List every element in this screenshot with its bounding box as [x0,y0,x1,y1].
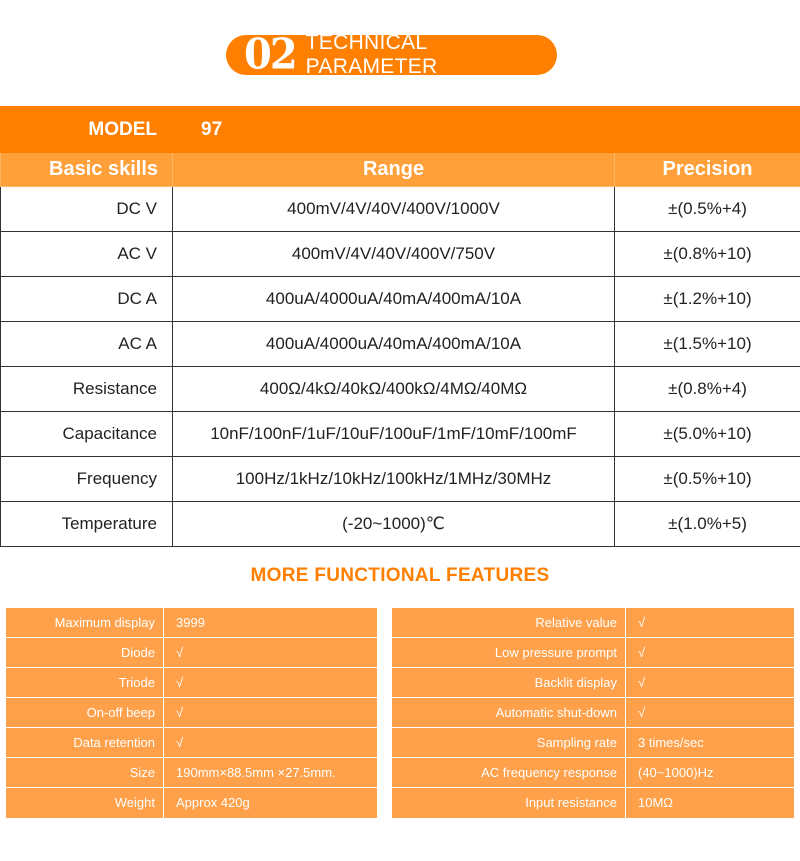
feature-label: Diode [6,638,164,667]
model-value: 97 [173,107,800,153]
row-range: 400mV/4V/40V/400V/1000V [173,187,615,232]
table-row [1,322,800,367]
feature-label: Automatic shut-down [392,698,626,727]
feature-value: 3999 [176,615,205,630]
feature-row [6,608,377,638]
row-precision: ±(1.5%+10) [615,322,800,367]
section-title: TECHNICAL PARAMETER [305,31,438,78]
row-range: 400uA/4000uA/40mA/400mA/10A [173,277,615,322]
feature-value: (40~1000)Hz [638,765,714,780]
feature-row [392,758,794,788]
row-range: (-20~1000)℃ [173,502,615,547]
column-header-skill: Basic skills [1,153,173,187]
feature-row [392,698,794,728]
table-row [1,502,800,547]
feature-value: 3 times/sec [638,735,704,750]
feature-label: Input resistance [392,788,626,818]
model-label: MODEL [1,107,173,153]
row-range: 100Hz/1kHz/10kHz/100kHz/1MHz/30MHz [173,457,615,502]
feature-value: 190mm×88.5mm ×27.5mm. [176,765,336,780]
feature-row [392,788,794,818]
section-number: 02 [244,29,296,80]
row-precision: ±(0.8%+4) [615,367,800,412]
row-range: 400uA/4000uA/40mA/400mA/10A [173,322,615,367]
feature-value: √ [638,675,646,690]
feature-row [392,728,794,758]
row-precision: ±(0.8%+10) [615,232,800,277]
feature-row [6,758,377,788]
feature-value: 10MΩ [638,795,674,810]
feature-row [392,638,794,668]
technical-parameter-table [0,106,800,547]
feature-label: Sampling rate [392,728,626,757]
feature-value: √ [176,705,184,720]
row-skill: DC V [1,187,173,232]
row-range: 400Ω/4kΩ/40kΩ/400kΩ/4MΩ/40MΩ [173,367,615,412]
feature-label: Relative value [392,608,626,637]
column-header-range: Range [173,153,615,187]
feature-row [392,608,794,638]
row-skill: AC A [1,322,173,367]
table-row [1,232,800,277]
feature-value: √ [176,735,184,750]
feature-row [6,698,377,728]
feature-label: On-off beep [6,698,164,727]
feature-value: √ [638,645,646,660]
column-header-precision: Precision [615,153,800,187]
table-row [1,187,800,232]
feature-label: Low pressure prompt [392,638,626,667]
table-row [1,457,800,502]
row-precision: ±(0.5%+10) [615,457,800,502]
feature-row [392,668,794,698]
model-row [1,107,800,153]
table-row [1,412,800,457]
feature-label: AC frequency response [392,758,626,787]
row-range: 10nF/100nF/1uF/10uF/100uF/1mF/10mF/100mF [173,412,615,457]
row-skill: AC V [1,232,173,277]
section-header-pill [226,29,557,80]
row-skill: Resistance [1,367,173,412]
row-skill: Capacitance [1,412,173,457]
features-table-left [6,608,377,818]
row-precision: ±(0.5%+4) [615,187,800,232]
feature-value: √ [638,615,646,630]
row-range: 400mV/4V/40V/400V/750V [173,232,615,277]
row-precision: ±(1.0%+5) [615,502,800,547]
feature-label: Backlit display [392,668,626,697]
row-skill: Frequency [1,457,173,502]
row-skill: Temperature [1,502,173,547]
feature-label: Size [6,758,164,787]
feature-label: Weight [6,788,164,818]
feature-value: Approx 420g [176,795,250,810]
feature-label: Data retention [6,728,164,757]
feature-label: Triode [6,668,164,697]
feature-value: √ [176,645,184,660]
row-precision: ±(5.0%+10) [615,412,800,457]
feature-value: √ [638,705,646,720]
feature-label: Maximum display [6,608,164,637]
feature-value: √ [176,675,184,690]
row-skill: DC A [1,277,173,322]
table-row [1,367,800,412]
features-table-right [392,608,794,818]
features-heading: MORE FUNCTIONAL FEATURES [250,565,550,586]
feature-row [6,668,377,698]
row-precision: ±(1.2%+10) [615,277,800,322]
table-row [1,277,800,322]
feature-row [6,638,377,668]
table-header-row [1,153,800,187]
feature-row [6,788,377,818]
feature-row [6,728,377,758]
